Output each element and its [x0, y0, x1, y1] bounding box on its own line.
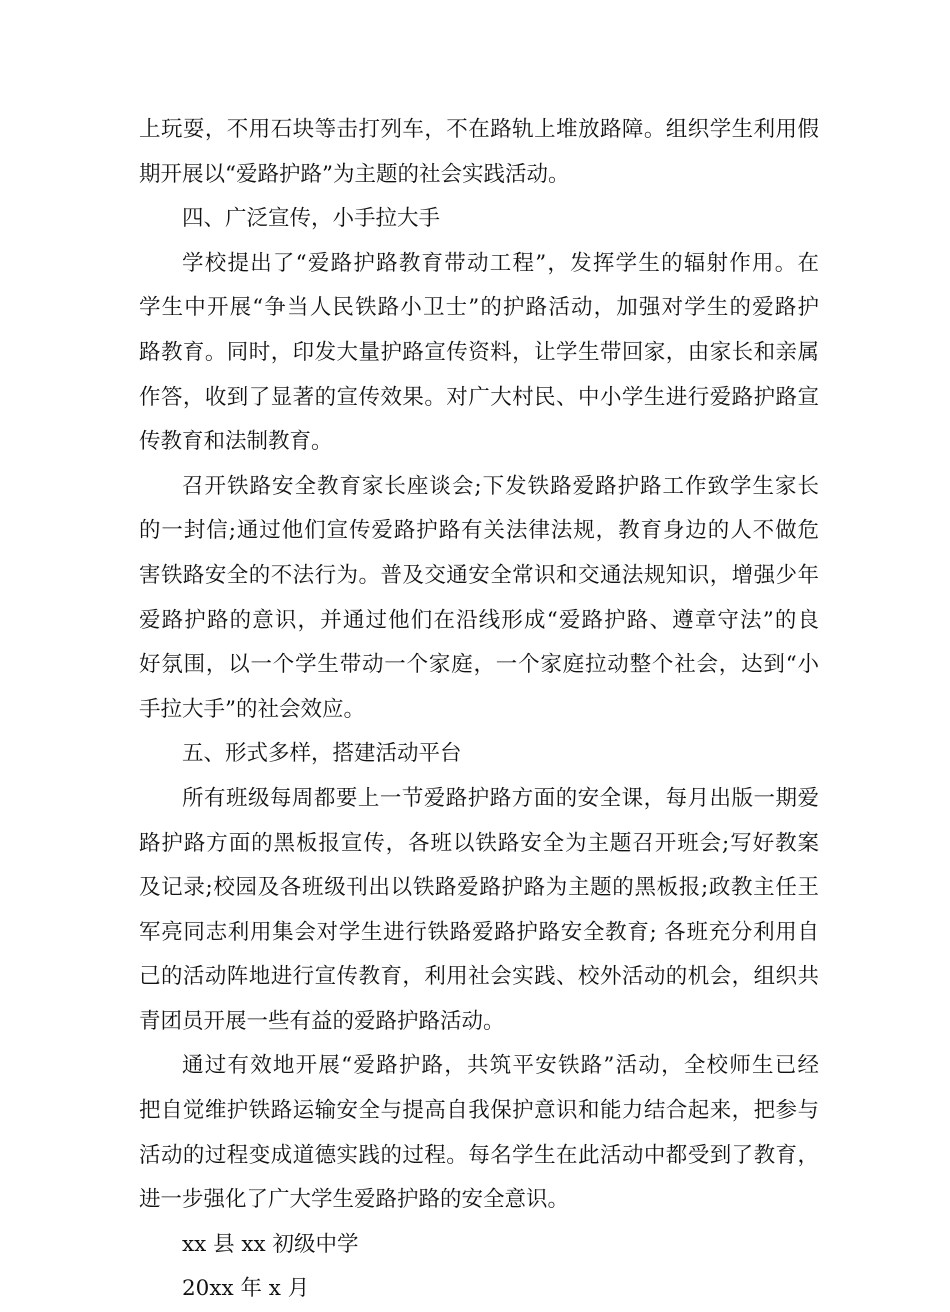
text-line: 学校提出了“爱路护路教育带动工程”，发挥学生的辐射作用。在	[182, 250, 819, 276]
text-line: 五、形式多样，搭建活动平台	[182, 741, 462, 767]
text-line: 活动的过程变成道德实践的过程。每名学生在此活动中都受到了教育，	[139, 1142, 819, 1168]
text-line: 上玩耍，不用石块等击打列车，不在路轨上堆放路障。组织学生利用假	[139, 117, 819, 142]
text-line: 召开铁路安全教育家长座谈会;下发铁路爱路护路工作致学生家长	[182, 473, 819, 499]
text-line: 害铁路安全的不法行为。普及交通安全常识和交通法规知识，增强少年	[139, 562, 819, 588]
text-line: 期开展以“爱路护路”为主题的社会实践活动。	[139, 161, 570, 187]
text-line: 路护路方面的黑板报宣传，各班以铁路安全为主题召开班会;写好教案	[139, 830, 819, 856]
text-line: 路教育。同时，印发大量护路宣传资料，让学生带回家，由家长和亲属	[139, 339, 819, 365]
text-line: xx 县 xx 初级中学	[182, 1231, 359, 1257]
text-line: 把自觉维护铁路运输安全与提高自我保护意识和能力结合起来，把参与	[139, 1098, 819, 1124]
text-line: 作答，收到了显著的宣传效果。对广大村民、中小学生进行爱路护路宣	[139, 384, 819, 410]
text-line: 好氛围，以一个学生带动一个家庭，一个家庭拉动整个社会，达到“小	[139, 652, 819, 678]
text-line: 传教育和法制教育。	[139, 429, 333, 455]
document-body	[139, 108, 819, 1312]
text-line: 爱路护路的意识，并通过他们在沿线形成“爱路护路、遵章守法”的良	[139, 607, 819, 633]
text-line: 20xx 年 x 月	[182, 1276, 310, 1302]
text-line: 青团员开展一些有益的爱路护路活动。	[139, 1008, 505, 1034]
text-line: 手拉大手”的社会效应。	[139, 696, 365, 722]
text-line: 己的活动阵地进行宣传教育，利用社会实践、校外活动的机会，组织共	[139, 964, 819, 990]
text-line: 军亮同志利用集会对学生进行铁路爱路护路安全教育; 各班充分利用自	[139, 919, 819, 945]
text-line: 四、广泛宣传，小手拉大手	[182, 206, 441, 232]
text-line: 学生中开展“争当人民铁路小卫士”的护路活动，加强对学生的爱路护	[139, 295, 819, 321]
text-line: 进一步强化了广大学生爱路护路的安全意识。	[139, 1187, 570, 1213]
text-line: 的一封信;通过他们宣传爱路护路有关法律法规，教育身边的人不做危	[139, 518, 819, 544]
text-line: 所有班级每周都要上一节爱路护路方面的安全课，每月出版一期爱	[182, 785, 819, 811]
text-line: 及记录;校园及各班级刊出以铁路爱路护路为主题的黑板报;政教主任王	[139, 875, 819, 901]
text-line: 通过有效地开展“爱路护路，共筑平安铁路”活动，全校师生已经	[182, 1053, 819, 1079]
